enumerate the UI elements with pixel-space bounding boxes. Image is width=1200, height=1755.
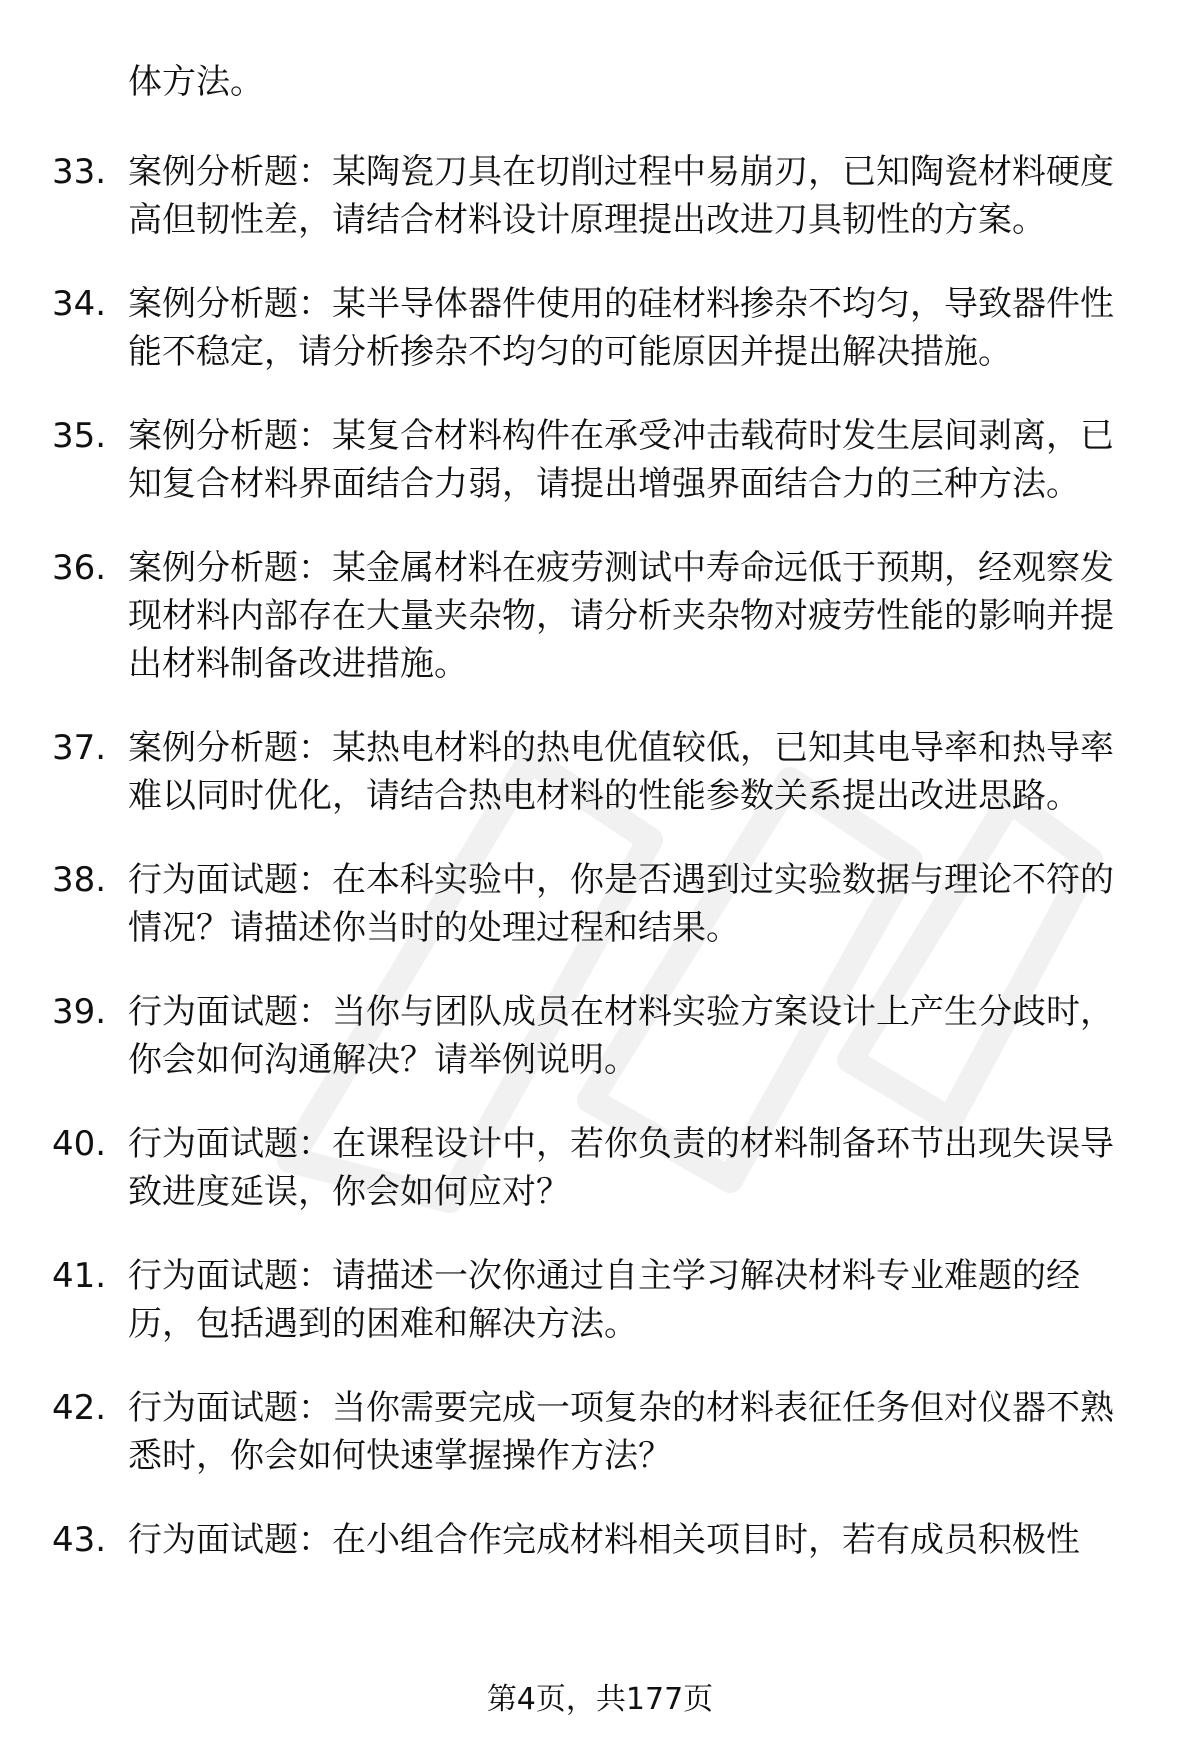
question-text: 案例分析题：某复合材料构件在承受冲击载荷时发生层间剥离，已知复合材料界面结合力弱，请提出增强界面结合力的三种方法。 xyxy=(128,416,1114,504)
question-number: 39. xyxy=(52,992,107,1032)
question-number: 34. xyxy=(52,284,107,324)
question-item xyxy=(0,856,1200,952)
question-item xyxy=(0,280,1200,376)
question-text: 案例分析题：某金属材料在疲劳测试中寿命远低于预期，经观察发现材料内部存在大量夹杂物，请分析夹杂物对疲劳性能的影响并提出材料制备改进措施。 xyxy=(128,548,1114,684)
question-item xyxy=(0,544,1200,688)
question-text: 行为面试题：当你需要完成一项复杂的材料表征任务但对仪器不熟悉时，你会如何快速掌握操作方法？ xyxy=(128,1388,1114,1476)
question-number: 41. xyxy=(52,1256,107,1296)
question-item xyxy=(0,412,1200,508)
question-item xyxy=(0,1252,1200,1348)
question-text: 案例分析题：某热电材料的热电优值较低，已知其电导率和热导率难以同时优化，请结合热电材料的性能参数关系提出改进思路。 xyxy=(128,728,1114,816)
question-number: 38. xyxy=(52,860,107,900)
question-item xyxy=(0,1384,1200,1480)
question-text: 行为面试题：在本科实验中，你是否遇到过实验数据与理论不符的情况？请描述你当时的处理过程和结果。 xyxy=(128,860,1114,948)
question-text: 行为面试题：在小组合作完成材料相关项目时，若有成员积极性 xyxy=(128,1520,1080,1560)
question-text: 案例分析题：某半导体器件使用的硅材料掺杂不均匀，导致器件性能不稳定，请分析掺杂不均匀的可能原因并提出解决措施。 xyxy=(128,284,1114,372)
question-item xyxy=(0,724,1200,820)
question-text: 行为面试题：请描述一次你通过自主学习解决材料专业难题的经历，包括遇到的困难和解决方法。 xyxy=(128,1256,1080,1344)
question-item xyxy=(0,148,1200,244)
question-text: 案例分析题：某陶瓷刀具在切削过程中易崩刃，已知陶瓷材料硬度高但韧性差，请结合材料设计原理提出改进刀具韧性的方案。 xyxy=(128,152,1114,240)
question-item xyxy=(0,1120,1200,1216)
question-number: 40. xyxy=(52,1124,107,1164)
question-item xyxy=(0,1516,1200,1564)
question-text: 行为面试题：在课程设计中，若你负责的材料制备环节出现失误导致进度延误，你会如何应对？ xyxy=(128,1124,1114,1212)
question-number: 33. xyxy=(52,152,107,192)
question-list xyxy=(0,148,1200,1600)
question-number: 37. xyxy=(52,728,107,768)
question-number: 35. xyxy=(52,416,107,456)
question-text: 行为面试题：当你与团队成员在材料实验方案设计上产生分歧时，你会如何沟通解决？请举例说明。 xyxy=(128,992,1114,1080)
question-number: 36. xyxy=(52,548,107,588)
question-number: 43. xyxy=(52,1520,107,1560)
page-footer: 第4页，共177页 xyxy=(486,1682,714,1717)
question-item xyxy=(0,988,1200,1084)
continuation-text: 体方法。 xyxy=(128,62,264,102)
question-number: 42. xyxy=(52,1388,107,1428)
